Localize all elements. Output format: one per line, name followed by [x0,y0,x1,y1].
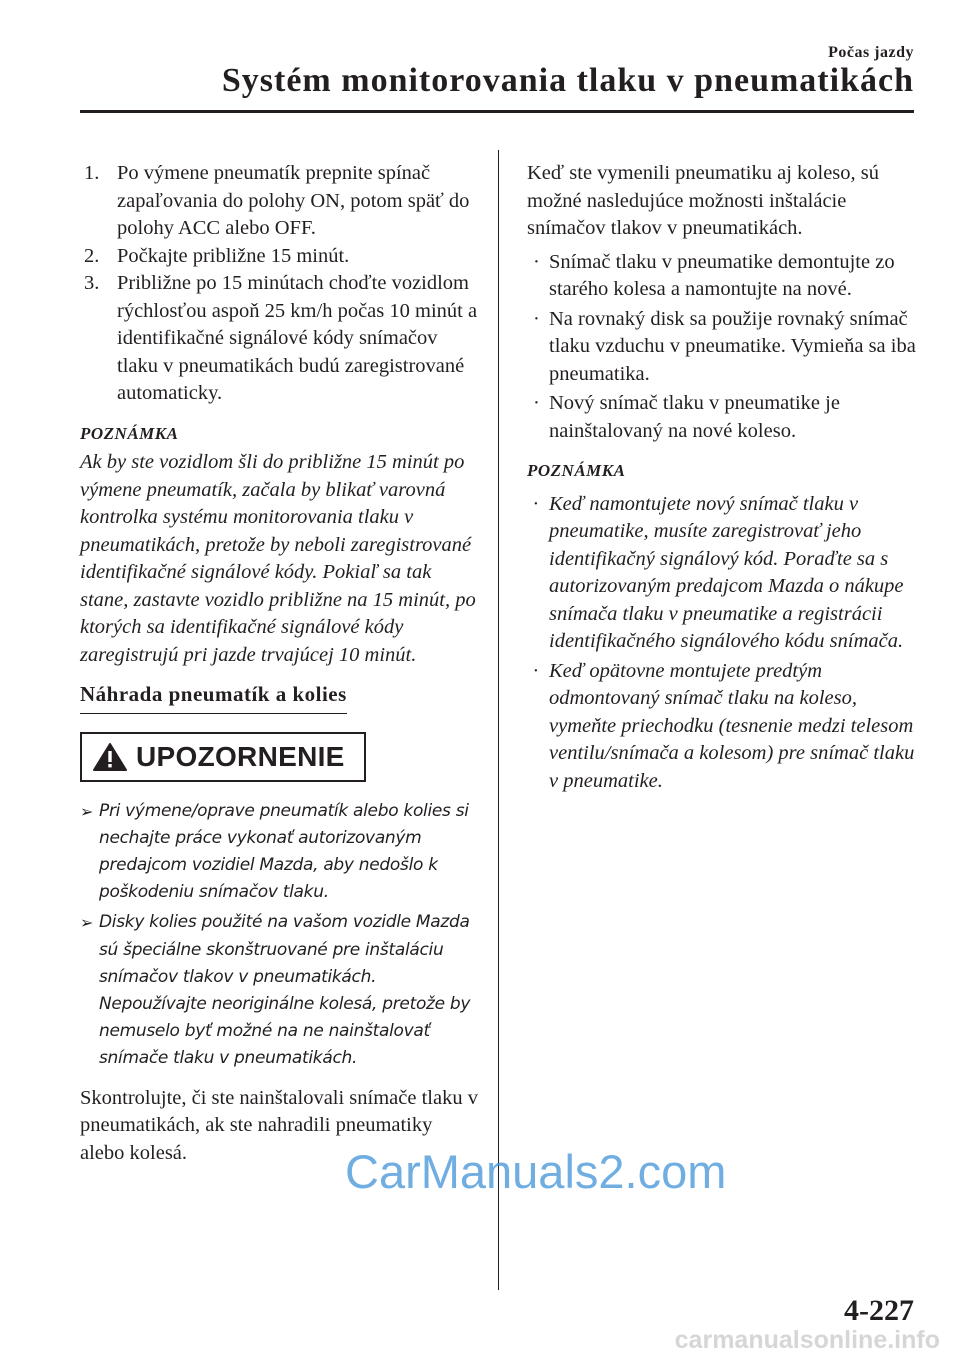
step-number: 3. [84,272,100,294]
bullet-dot-icon: · [533,307,540,330]
bullet-dot-icon: · [533,392,540,414]
note-list [527,491,922,796]
step-item [80,243,480,271]
caution-text: Disky kolies použité na vašom vozidle Mazda sú špeciálne skonštruované pre inštaláciu snímačov tlakov v pneumatikách. Nepoužívajte neoriginálne kolesá, pretože by nemuselo byť možné na ne nainštalovať snímače tlaku v pneumatikách. [99,912,471,1069]
step-number: 2. [84,244,100,267]
site-footer: carmanualsonline.info [674,1326,940,1354]
page-number: 4-227 [844,1294,914,1327]
step-item [80,270,480,408]
bullet-dot-icon: · [533,659,539,682]
list-item-text: Na rovnaký disk sa použije rovnaký snímač tlaku vzduchu v pneumatike. Vymieňa sa iba pneumatika. [549,307,916,385]
note-text: Ak by ste vozidlom šli do približne 15 minút po výmene pneumatík, začala by blikať varovná kontrolka systému monitorovania tlaku v pneumatikách, pretože by neboli zaregistrované identifikačné signálové kódy. Pokiaľ sa tak stane, zastavte vozidlo približne na 15 minút, po ktorých sa identifikačné signálové kódy zaregistrujú pri jazde trvajúcej 10 minút. [80,451,476,666]
warning-triangle-icon [92,742,128,772]
closing-text: Skontrolujte, či ste nainštalovali snímače tlaku v pneumatikách, ak ste nahradili pneumatiky alebo kolesá. [80,1086,478,1164]
bullet-dot-icon: · [533,250,540,273]
note-title: POZNÁMKA [80,423,179,443]
bullet-dot-icon: · [533,492,539,515]
left-column [80,160,480,1167]
step-text: Približne po 15 minútach choďte vozidlom rýchlosťou aspoň 25 km/h počas 10 minút a identifikačné signálové kódy snímačov tlaku v pneumatikách budú zaregistrované automaticky. [117,272,478,404]
step-text: Po výmene pneumatík prepnite spínač zapaľovania do polohy ON, potom späť do polohy ACC alebo OFF. [117,162,470,239]
list-item [527,306,922,389]
caution-box [80,732,366,782]
list-item [527,491,922,656]
step-text: Počkajte približne 15 minút. [117,244,350,267]
options-list [527,249,922,446]
watermark: CarManuals2.com [345,1145,727,1198]
steps-list [80,160,480,408]
note-title: POZNÁMKA [527,461,626,480]
caution-item [80,798,480,907]
list-item [527,658,922,796]
title-rule [80,110,914,113]
section-heading: Náhrada pneumatík a kolies [80,681,347,714]
list-item [527,249,922,304]
intro-text: Keď ste vymenili pneumatiku aj koleso, sú možné nasledujúce možnosti inštalácie snímačov tlakov v pneumatikách. [527,162,880,239]
column-divider [498,150,499,1290]
list-item-text: Nový snímač tlaku v pneumatike je nainštalovaný na nové koleso. [549,392,840,442]
list-item-text: Keď opätovne montujete predtým odmontovaný snímač tlaku na koleso, vymeňte priechodku (tesnenie medzi telesom ventilu/snímača a kolesom) pre snímač tlaku v pneumatike. [549,659,915,792]
section-label: Počas jazdy [828,44,914,61]
step-item [80,160,480,243]
caution-text: Pri výmene/oprave pneumatík alebo kolies si nechajte práce vykonať autorizovaným predajcom vozidiel Mazda, aby nedošlo k poškodeniu snímačov tlaku. [99,800,469,903]
page-title: Systém monitorovania tlaku v pneumatikách [221,62,914,99]
step-number: 1. [84,162,100,184]
list-item-text: Keď namontujete nový snímač tlaku v pneumatike, musíte zaregistrovať jeho identifikačný signálový kód. Poraďte sa s autorizovaným predajcom Mazda o nákupe snímača tlaku v pneumatike a registrácii identifikačného signálového kódu snímača. [549,492,904,652]
right-column [527,160,922,797]
arrow-bullet-icon: ➢ [80,801,94,821]
arrow-bullet-icon: ➢ [80,913,94,933]
list-item [527,390,922,445]
caution-list [80,798,480,1073]
caution-item [80,909,480,1072]
list-item-text: Snímač tlaku v pneumatike demontujte zo starého kolesa a namontujte na nové. [549,250,895,300]
caution-label: UPOZORNENIE [136,740,345,772]
